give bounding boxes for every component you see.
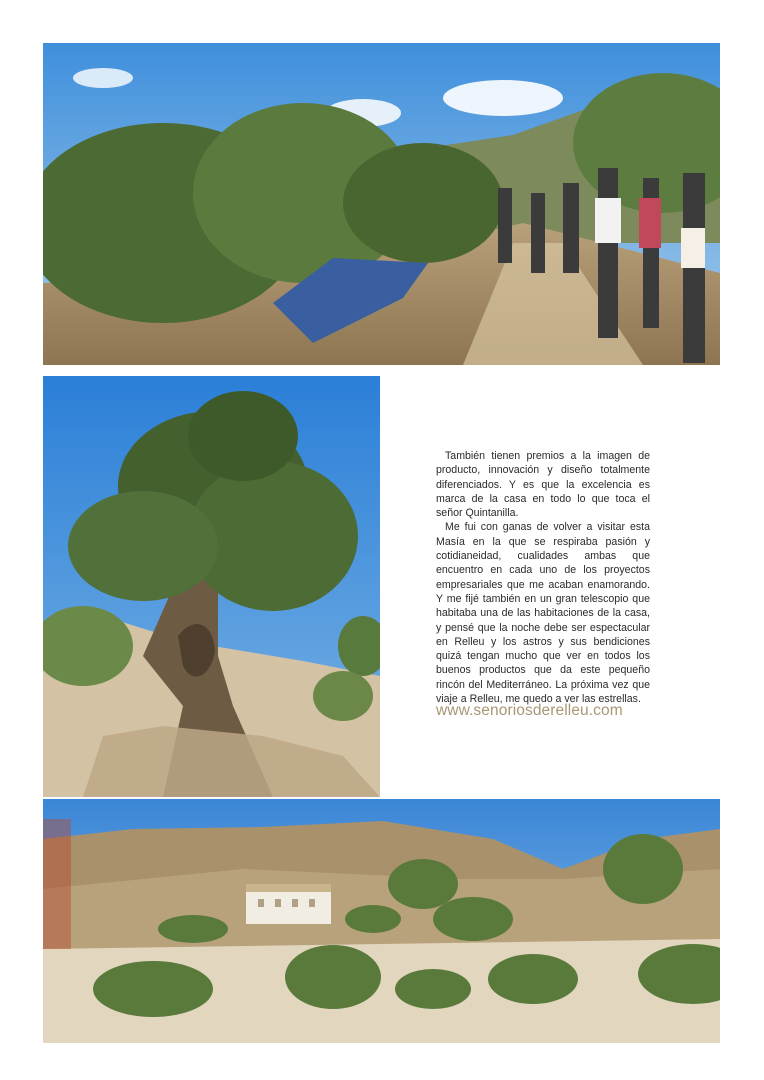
article-paragraph: Me fui con ganas de volver a visitar esta Masía en la que se respiraba pasión y cotidianeidad, cualidades ambas que encuentro en cada uno de los proyectos empresariales que me acaban enamorando. Y me fijé también en un gran telescopio que habitaba una de las habitaciones de la casa, y pensé que la noche debe ser espectacular en Relleu y los astros y sus bendiciones quizá tengan mucho que ver en todos los buenos productos que da este pequeño rincón del Mediterráneo. La próxima vez que viaje a Relleu, me quedo a ver las estrellas. xyxy=(436,521,650,706)
article-paragraph: También tienen premios a la imagen de producto, innovación y diseño totalmente diferenciados. Y es que la excelencia es marca de la casa en todo lo que toca el señor Quintanilla. xyxy=(436,450,650,520)
article-text xyxy=(436,449,650,706)
website-link[interactable]: www.senoriosderelleu.com xyxy=(436,702,623,719)
ancient-olive-tree-photo xyxy=(43,376,380,797)
olive-grove-tour-photo xyxy=(43,43,720,365)
estate-landscape-photo xyxy=(43,799,720,1043)
